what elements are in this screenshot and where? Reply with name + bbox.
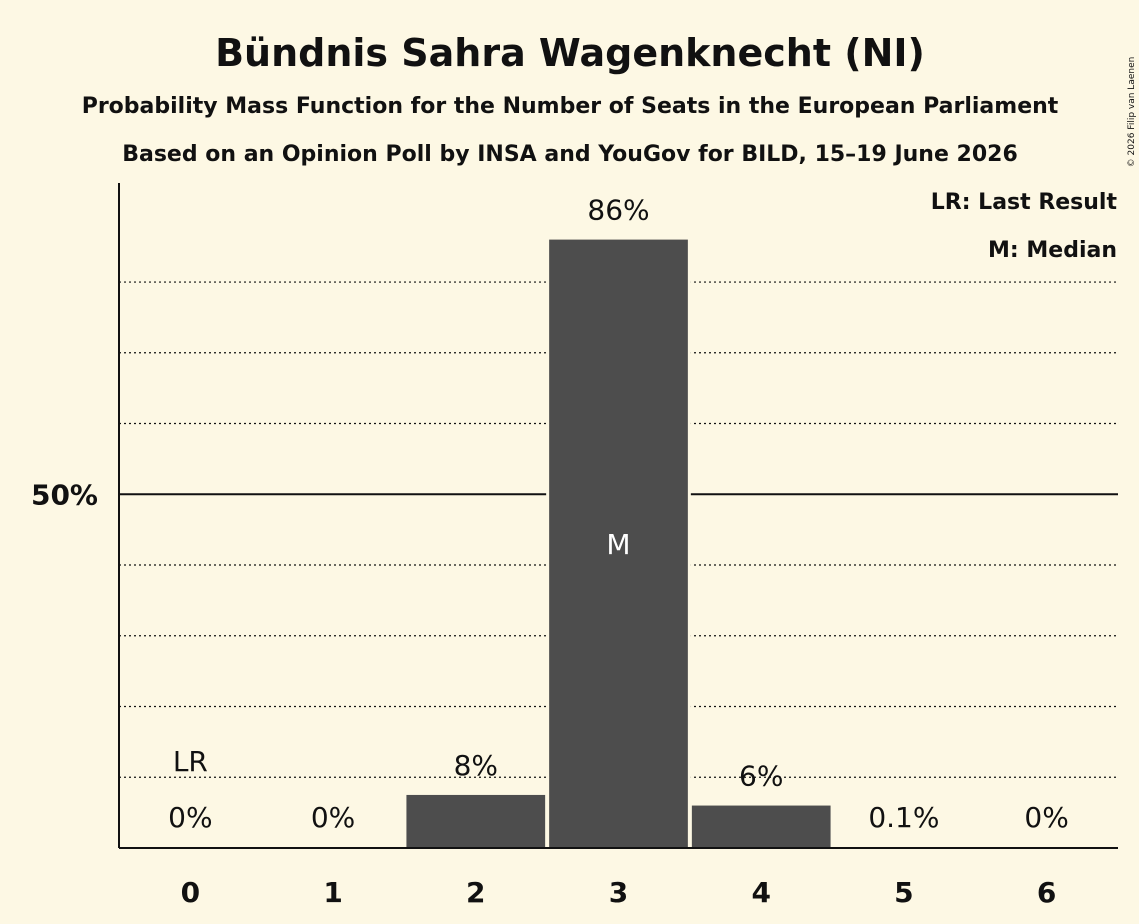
chart-subtitle: Probability Mass Function for the Number of Seats in the European Parliament xyxy=(81,94,1059,119)
bar-4 xyxy=(692,806,831,848)
y-tick-label-50: 50% xyxy=(30,478,98,512)
data-label-5: 0.1% xyxy=(868,801,940,834)
x-tick-label-2: 2 xyxy=(466,876,486,909)
data-label-2: 8% xyxy=(453,748,498,782)
data-label-4: 6% xyxy=(739,759,784,793)
x-tick-label-4: 4 xyxy=(751,876,771,909)
median-marker: M xyxy=(606,527,631,561)
legend-last-result: LR: Last Result xyxy=(930,190,1117,215)
data-label-3: 86% xyxy=(587,193,650,227)
data-label-6: 0% xyxy=(1024,801,1069,834)
x-tick-label-3: 3 xyxy=(608,876,629,909)
data-label-1: 0% xyxy=(310,801,356,834)
x-tick-label-6: 6 xyxy=(1036,876,1057,909)
bar-2 xyxy=(406,795,545,848)
legend-median: M: Median xyxy=(988,238,1117,263)
data-label-0: 0% xyxy=(168,801,213,834)
x-tick-label-5: 5 xyxy=(894,876,914,909)
copyright-notice: © 2026 Filip van Laenen xyxy=(1127,56,1137,168)
chart-title: Bündnis Sahra Wagenknecht (NI) xyxy=(215,31,925,75)
x-tick-label-1: 1 xyxy=(323,876,343,909)
chart-subtitle-source: Based on an Opinion Poll by INSA and YouGov for BILD, 15–19 June 2026 xyxy=(122,142,1018,167)
x-tick-label-0: 0 xyxy=(180,876,201,909)
last-result-marker: LR xyxy=(172,745,208,778)
